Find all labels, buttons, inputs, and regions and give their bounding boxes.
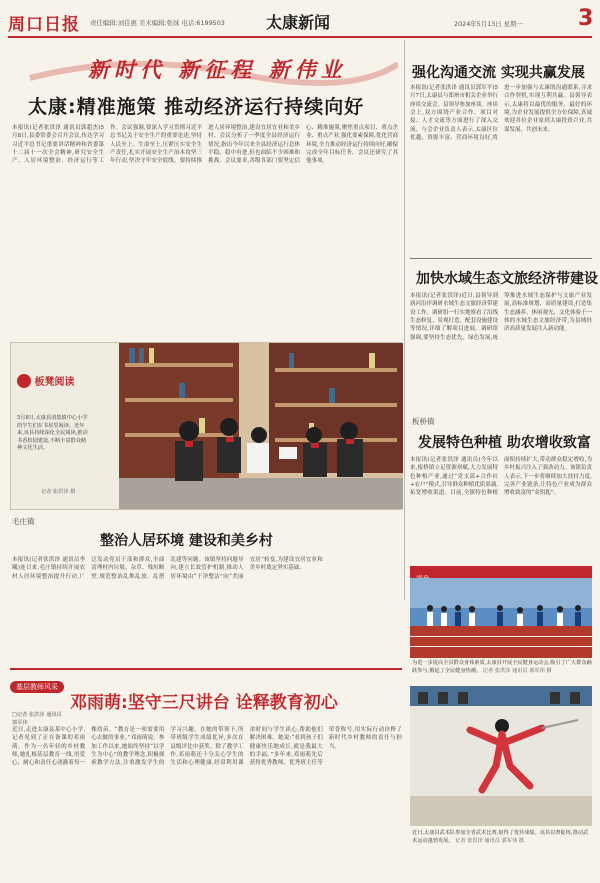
martial-credit: 记者 张洪泽 通讯员 郭军伟 摄: [455, 837, 525, 844]
feature-byline: □记者 张洪泽 通讯员 郭军伟: [12, 712, 62, 726]
martial-caption: [412, 830, 592, 845]
masthead: [8, 6, 592, 36]
sports-caption: [412, 660, 592, 675]
sports-caption-text: 为进一步提高全县群众身体素质,太康县开展全民健身运动会,吸引了广大群众踊跃参与,掀起了全民健身热潮。: [412, 660, 592, 674]
feature-headline: 邓雨萌:坚守三尺讲台 诠释教育初心: [70, 693, 338, 713]
right-top-body: 本报讯(记者张洪泽 通讯员郭军平)5月7日,太康县与郑州市相关企业举行座谈交流会。县领导参加座谈。座谈会上,双方围绕产业合作、项目对接、人才交流等方面进行了深入交流。与会企业负责人表示,太康区位优越、资源丰富、营商环境良好,将进一步加强与太康的沟通联系,寻求合作契机,实现互利共赢。县领导表示,太康将以最优的服务、最好的环境,为企业发展提供全方位保障,真诚欢迎各位企业家到太康投资兴业,共谋发展、共创未来。: [410, 85, 592, 142]
photo-credit: 记者 张洪泽 摄: [41, 489, 76, 495]
photo-caption: 5月8日,太康县清集镇中心小学的学生们在书屋里阅读。近年来,该县持续深化全民阅读,推动书香校园建设,不断丰富群众精神文化生活。: [17, 415, 88, 452]
lead-article-body: 本报讯(记者张洪泽 通讯员郭超杰)5月8日,县委常委会召开会议,传达学习习近平总书记重要讲话精神和省委第十二届十一次全会精神,研究安全生产、人居环境整治、经济运行等工作。会议强调,要深入学习贯彻习近平总书记关于安全生产的重要论述,坚持人民至上、生命至上,压紧压实安全生产责任,扎实开展安全生产治本攻坚三年行动,坚决守牢安全底线。要持续推进人居环境整治,建设宜居宜业和美乡村。会议分析了一季度全县经济运行情况,指出今年以来全县经济运行总体平稳、稳中有进,但也面临不少困难和挑战。会议要求,各级各部门要坚定信心、精准施策,聚焦重点项目、重点企业、重点产业,强化要素保障,优化营商环境,全力推动经济运行持续向好,确保完成全年目标任务。会议还研究了其他事项。: [12, 125, 398, 165]
photo-martial-box: [410, 686, 592, 876]
page-number: 3: [578, 6, 594, 31]
photo-tag-label: 板凳阅读: [34, 377, 75, 388]
editor-meta: 责任编辑:刘佳惠 美术编辑:张妹 电话:6199503: [90, 19, 225, 27]
photo-reading-box: [10, 342, 402, 510]
photo-tag: [17, 373, 74, 388]
banner-slogan: 新时代 新征程 新伟业: [88, 58, 347, 82]
right-mid-body: 本报讯(记者张洪泽)近日,县领导到涡河沿岸调研水域生态文旅经济带建设工作。调研组一行实地察看了沿线生态修复、景观打造、配套设施建设等情况,详细了解项目进展。调研组强调,要坚持生态优先、绿色发展,统筹推进水域生态保护与文旅产业发展,高标准规划、高质量建设,打造集生态涵养、休闲观光、文化体验于一体的水域生态文旅经济带,为县域经济高质量发展注入新动能。: [410, 293, 592, 341]
lead-headline: 太康:精准施策 推动经济运行持续向好: [28, 96, 365, 118]
newspaper-logo: 周口日报: [8, 15, 80, 35]
maozhuang-headline: 整治人居环境 建设和美乡村: [100, 533, 273, 549]
separator: [410, 258, 592, 259]
right-top-headline: 强化沟通交流 实现共赢发展: [412, 65, 585, 81]
maozhuang-body: 本报讯(记者张洪泽 通讯员李曦)连日来,毛庄镇持续开展农村人居环境整治提升行动,广泛发动党员干部和群众,全面清理村内垃圾、杂草、残垣断壁,规范整治乱堆乱放、乱搭乱建等问题。该镇坚持问题导向,建立长效管护机制,推动人居环境由“干净整洁”向“美丽宜居”转变,为建设宜居宜业和美乡村奠定坚实基础。: [12, 557, 323, 580]
banqiao-headline: 发展特色种植 助农增收致富: [418, 435, 591, 451]
martial-arts-photo: [410, 686, 592, 826]
feature-column-pill: [10, 674, 64, 693]
photo-label-bar: [410, 566, 592, 578]
column-divider: [404, 40, 405, 600]
section-title: 太康新闻: [266, 13, 331, 32]
banner-area: [10, 44, 398, 88]
issue-date: 2024年5月13日 星期一: [454, 20, 523, 28]
sports-meet-photo: [410, 578, 592, 658]
masthead-rule: [8, 36, 592, 38]
town-tag-maozhuang: 毛庄镇: [12, 517, 35, 526]
students-reading-photo: [119, 343, 403, 509]
sports-credit: 记者 张洪泽 通讯员 郭军伟 摄: [482, 667, 552, 674]
martial-caption-text: 近日,太康县武术队参加全省武术比赛,取得了优异成绩。该县以赛促练,推动武术运动蓬勃发展。: [412, 830, 589, 844]
book-icon: [17, 374, 31, 388]
right-mid-headline: 加快水域生态文旅经济带建设: [416, 271, 598, 287]
feature-pill-label: 基层教师风采: [10, 681, 64, 693]
town-tag-banqiao: 板桥镇: [412, 417, 435, 426]
feature-article: [10, 668, 402, 878]
feature-body: 近日,走进太康县某中心小学,记者见到了正在备课的邓雨萌。作为一名年轻的乡村教师,她扎根基层教育一线,用爱心、耐心和责任心浇灌着每一棵幼苗。“教育是一项需要用心去做的事业。”邓雨萌说。参加工作以来,她始终坚持“以学生为中心”的教学理念,积极探索教学方法,注重激发学生的学习兴趣。在她的带领下,所带班级学生成绩优异,多次在县级评比中获奖。除了教学工作,邓雨萌还十分关心学生的生活和心理健康,经常利用课余时间与学生谈心,帮助他们解决困难。她说:“看到孩子们健康快乐地成长,就是我最大的幸福。”多年来,邓雨萌先后获得优秀教师、优秀班主任等荣誉称号,用实际行动诠释了新时代乡村教师的责任与担当。: [12, 727, 402, 767]
banqiao-body: 本报讯(记者张洪泽 通讯员)今年以来,板桥镇立足资源禀赋,大力发展特色种植产业,通过“党支部+合作社+农户”模式,引导群众种植优质果蔬,拓宽增收渠道。目前,全镇特色种植面积持续扩大,带动群众稳定增收,为乡村振兴注入了强劲动力。该镇负责人表示,下一步将继续加大扶持力度,完善产业链条,让特色产业成为群众增收致富的“金钥匙”。: [410, 457, 592, 497]
photo-sports-box: [410, 566, 592, 680]
